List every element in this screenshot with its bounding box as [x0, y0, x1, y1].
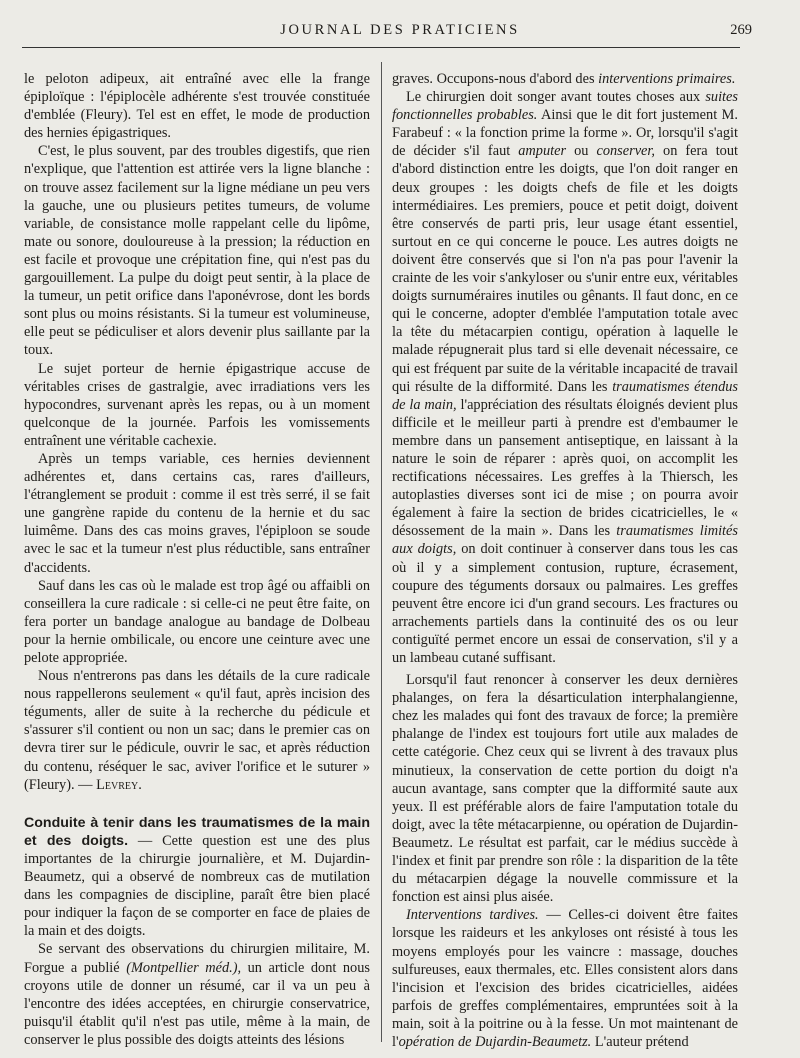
paragraph-text: Le chirurgien doit songer avant toutes choses aux [406, 89, 706, 106]
emphasis: amputer [518, 143, 567, 160]
running-title: JOURNAL DES PRATICIENS [280, 22, 520, 38]
author-signature: Levrey. [96, 776, 142, 793]
paragraph [392, 906, 738, 1051]
page-number: 269 [730, 22, 752, 38]
paragraph-text: l'appréciation des résultats éloignés devient plus difficile et le meilleur parti à prendre est d'embaumer le membre dans un pansement antiseptique, en laissant à la nature le soin de réparer : après quoi, on accomplit les rectifications nécessaires. Les greffes à la Thiersch, les autoplasties diverses sont ici de mise ; on pourra avoir également à faire la section de brides cicatricielles, le « désossement de la main ». Dans les [392, 396, 738, 540]
paragraph-text: ou [566, 143, 597, 160]
emphasis: traumatismes limités aux doigts, [392, 523, 738, 558]
emphasis: traumatismes étendus de la main, [392, 378, 738, 413]
paragraph-text: un article dont nous croyons utile de donner un résumé, car il va un peu à l'encontre des idées acceptées, en chirurgie conservatrice, puisqu'il établit qu'il n'est pas utile, même à la main, de conserver le plus possible des doigts atteints des lésions [24, 959, 370, 1048]
paragraph: Le sujet porteur de hernie épigastrique accuse de véritables crises de gastralgie, avec irradiations vers les hypocondres, survenant après les repas, ou à un moment quelconque de la journée. Parfois les vomissements entraînent une véritable cachexie. [24, 360, 370, 449]
paragraph-text: — Cette question est une des plus importantes de la chirurgie journalière, et M. Dujardin-Beaumetz, qui a observé de nombreux cas de mutilation dans les compagnies de discipline, paraît être bien placé pour indiquer la façon de se comporter en face de plaies de la main et des doigts. [24, 832, 370, 940]
paragraph-text: Se servant des observations du chirurgien militaire, M. Forgue a publié [24, 941, 370, 976]
paragraph-text: graves. Occupons-nous d'abord des [392, 71, 599, 87]
page-header [0, 22, 800, 42]
paragraph [24, 940, 370, 1049]
paragraph-text: L'auteur prétend [591, 1033, 689, 1050]
emphasis: conserver, [596, 143, 656, 160]
emphasis: suites fonctionnelles probables. [392, 89, 738, 124]
paragraph-text: — Celles-ci doivent être faites lorsque les raideurs et les ankyloses ont résisté à tous les moyens employés pour les vaincre : massage, douches sulfureuses, eaux thermales, etc. Elles consistent alors dans l'incision et l'excision des brides cicatricielles, aidées parfois de greffes complémentaires, empruntées soit à la main, soit à la poitrine ou à la fesse. Un mot maintenant de l' [392, 907, 738, 1050]
citation: (Montpellier méd.), [126, 959, 242, 976]
paragraph: Sauf dans les cas où le malade est trop âgé ou affaibli on conseillera la cure radicale : si celle-ci ne peut être faite, on fera porter un bandage analogue au bandage de Dolbeau pour la hernie ombilicale, ou encore une ceinture avec une pelote appropriée. [24, 577, 370, 666]
paragraph: Après un temps variable, ces hernies deviennent adhérentes et, dans certains cas, rares d'ailleurs, l'étranglement se produit : comme il est très serré, il se fait une gangrène rapide du contenu de la hernie et du sac luimême. Dans des cas moins graves, l'épiploon se soude avec le sac et la tumeur n'est plus réductible, sans entraîner d'accidents. [24, 450, 370, 576]
emphasis: Interventions tardives. [406, 907, 539, 924]
right-column [392, 70, 738, 1051]
paragraph-text: Ainsi que le dit fort justement M. Farabeuf : « la fonction prime la forme ». Or, lorsqu'il s'agit de décider s'il faut [392, 107, 738, 160]
paragraph [392, 88, 738, 667]
paragraph-text: Nous n'entrerons pas dans les détails de la cure radicale nous rappellerons seulement « qu'il faut, après incision des téguments, aller de suite à la recherche du pédicule et s'assurer s'il contient ou non un sac; dans le premier cas on devra tirer sur le pédicule, ouvrir le sac, et après réduction du contenu, réséquer le sac, aviver l'orifice et le suturer » (Fleury). — [24, 668, 370, 793]
paragraph: C'est, le plus souvent, par des troubles digestifs, que rien n'explique, que l'attention est attirée vers la ligne blanche : on trouve assez facilement sur la ligne médiane un peu vers la gauche, une ou plusieurs petites tumeurs, de volume variable, de consistance molle rappelant celle du lipôme, mate ou sonore, douloureuse à la pression; la réduction en est facile et provoque une crépitation fine, qui n'est pas du gargouillement. La pulpe du doigt peut sentir, à la place de la tumeur, un petit orifice dans l'aponévrose, dont les bords sont plus ou moins résistants. Si la tumeur est volumineuse, elle peut se pédiculiser et alors devenir plus saillante par la toux. [24, 143, 370, 359]
paragraph-text: on doit continuer à conserver dans tous les cas où il y a simplement contusion, rupture, écrasement, coupure des téguments dorsaux ou palmaires. Les greffes peuvent être encore ici d'un grand secours. Les fractures ou arrachements partiels dans la continuité des os ou leur contiguïté permet encore un essai de conservation, s'il y a un lambeau cutané suffisant. [392, 541, 739, 666]
section-paragraph [24, 814, 370, 941]
column-divider [381, 62, 382, 1042]
paragraph-text: on fera tout d'abord distinction entre les doigts, que l'on doit ranger en deux groupes : les doigts chefs de file et les doigts intermédiaires. Les premiers, pouce et petit doigt, doivent être conservés de parti pris, leur usage étant essentiel, surtout en ce qui concerne le pouce. Les autres doigts ne doivent être conservés que si l'on n'a pas pour l'avenir la crainte de les voir s'ankyloser ou s'unir entre eux, véritables doigts surnuméraires inutiles ou gênants. Il faut donc, en ce qui le concerne, adopter d'emblée l'amputation totale avec la tête du métacarpien contigu, opération à laquelle le malade répugnerait plus tard si elle devenait nécessaire, ce qui est fréquent par suite de la véritable incapacité de travail qui résulte de la difformité. Dans les [392, 143, 739, 395]
emphasis: opération de Dujardin-Beaumetz. [398, 1033, 592, 1050]
left-column [24, 70, 370, 1049]
paragraph [392, 70, 738, 88]
header-rule [22, 47, 740, 48]
emphasis: interventions primaires. [598, 71, 736, 87]
paragraph: le peloton adipeux, ait entraîné avec elle la frange épiploïque : l'épiplocèle adhérente s'est trouvée constituée d'emblée (Fleury). Tel est en effet, le mode de production des hernies épigastriques. [24, 71, 370, 142]
section-title: Conduite à tenir dans les traumatismes de la main et des doigts. [24, 814, 370, 849]
paragraph: Lorsqu'il faut renoncer à conserver les deux dernières phalanges, on fera la désarticulation interphalangienne, chez les malades qui font des travaux de force; la première phalange de l'index est toujours fort utile aux malades de cette catégorie. Chez ceux qui se livrent à des travaux plus minutieux, la conservation de cette portion du doigt n'a aucun avantage, sans compter que la difformité saute aux yeux. Il est préférable alors de faire l'amputation totale du doigt, avec la tête métacarpienne, ou opération de Dujardin-Beaumetz. Le résultat est parfait, car le médius succède à l'index et finit par prendre son rôle : la disparition de la tête du métacarpien dégage la nouvelle commissure et la fonction est ainsi plus aisée. [392, 672, 738, 906]
paragraph [24, 667, 370, 794]
